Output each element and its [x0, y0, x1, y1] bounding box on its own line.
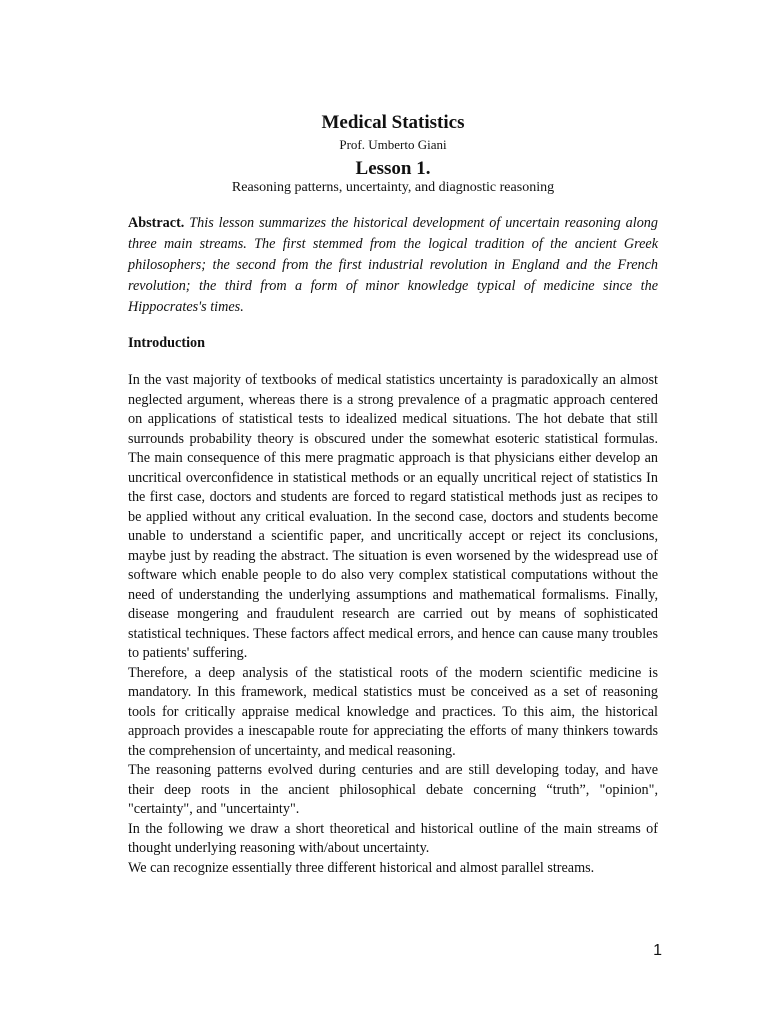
section-heading-introduction: Introduction	[128, 335, 205, 351]
paragraph: In the vast majority of textbooks of medical statistics uncertainty is paradoxically an almost neglected argument, whereas there is a strong prevalence of a pragmatic approach centered on applications of statistical tests to idealized medical situations. The hot debate that still surrounds probability theory is obscured under the somewhat esoteric statistical formulas. The main consequence of this mere pragmatic approach is that physicians either develop an uncritical overconfidence in statistical methods or an equally uncritical reject of statistics In the first case, doctors and students are forced to regard statistical methods just as recipes to be applied without any critical evaluation. In the second case, doctors and students become unable to understand a scientific paper, and uncritically accept or reject its conclusions, maybe just by reading the abstract. The situation is even worsened by the widespread use of software which enable people to do also very complex statistical computations without the need of understanding the underlying assumptions and mathematical formalisms. Finally, disease mongering and fraudulent research are carried out by means of sophisticated statistical techniques. These factors affect medical errors, and hence can cause many troubles to patients' suffering.	[128, 372, 658, 661]
document-title: Medical Statistics	[321, 112, 465, 133]
lesson-heading: Lesson 1.	[355, 158, 431, 179]
introduction-body	[128, 371, 658, 878]
abstract-text: This lesson summarizes the historical development of uncertain reasoning along three main streams. The first stemmed from the logical tradition of the ancient Greek philosophers; the second from the first industrial revolution in England and the French revolution; the third from a form of minor knowledge typical of medicine since the Hippocrates's times.	[128, 215, 658, 315]
abstract	[128, 213, 658, 318]
page-number: 1	[653, 942, 662, 959]
abstract-label: Abstract.	[128, 215, 185, 231]
paragraph: The reasoning patterns evolved during centuries and are still developing today, and have their deep roots in the ancient philosophical debate concerning “truth”, "opinion", "certainty", and "uncertainty".	[128, 762, 658, 817]
paragraph: In the following we draw a short theoretical and historical outline of the main streams of thought underlying reasoning with/about uncertainty.	[128, 820, 658, 856]
paragraph: Therefore, a deep analysis of the statistical roots of the modern scientific medicine is mandatory. In this framework, medical statistics must be conceived as a set of reasoning tools for critically appraise medical knowledge and practices. To this aim, the historical approach provides a inescapable route for appreciating the efforts of many thinkers towards the comprehension of uncertainty, and medical reasoning.	[128, 664, 658, 759]
lesson-subtitle: Reasoning patterns, uncertainty, and diagnostic reasoning	[231, 180, 555, 195]
paragraph: We can recognize essentially three different historical and almost parallel streams.	[128, 859, 595, 876]
author-name: Prof. Umberto Giani	[339, 137, 447, 152]
